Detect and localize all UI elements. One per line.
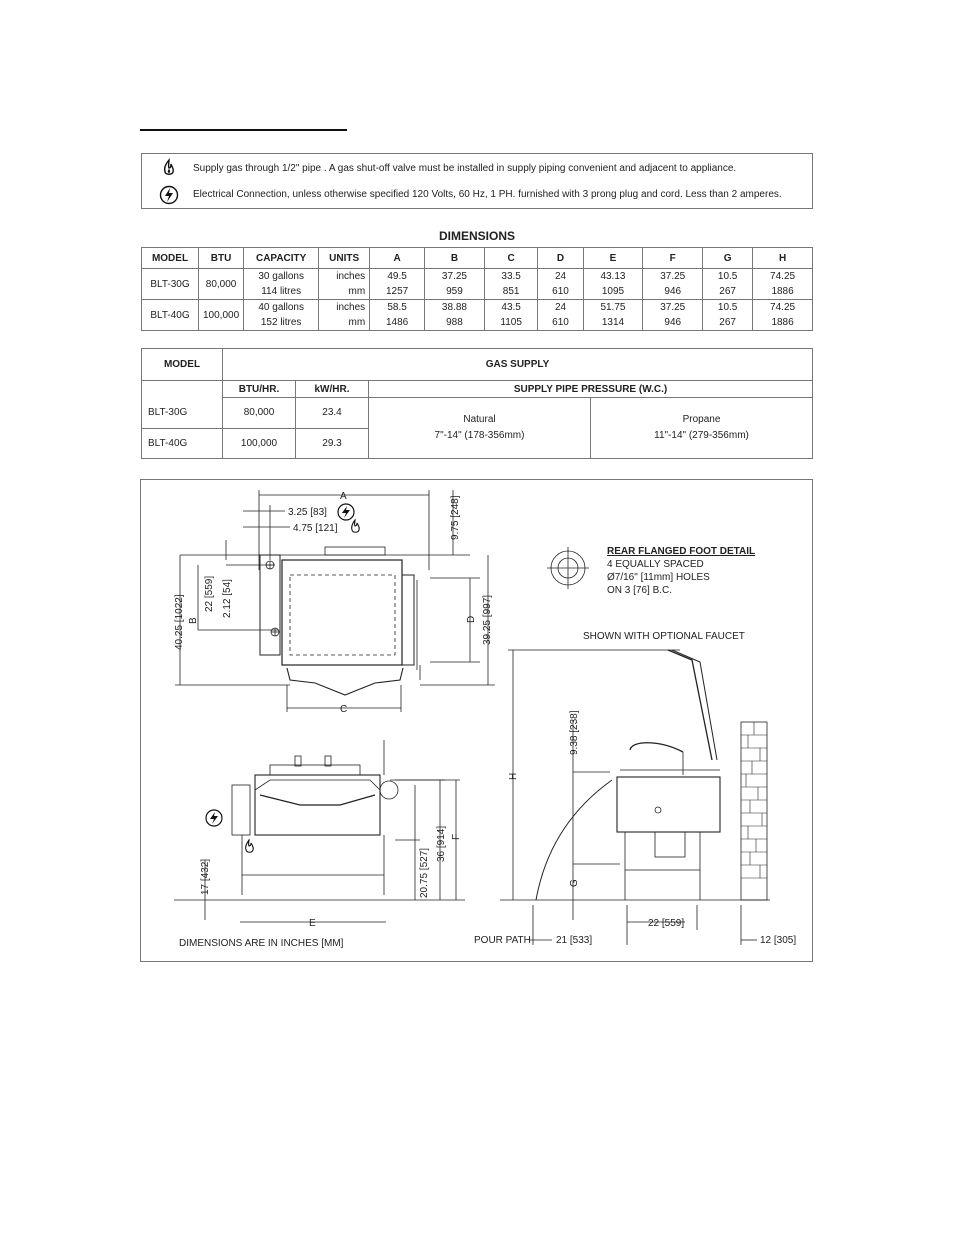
foot-detail-line1: 4 EQUALLY SPACED <box>607 559 704 570</box>
gas-supply-note: Supply gas through 1/2" pipe . A gas shut-off valve must be installed in supply piping convenient and adjacent to appliance. <box>193 163 737 174</box>
dimensions-title: DIMENSIONS <box>438 229 515 243</box>
gas-supply-header: GAS SUPPLY <box>223 349 813 381</box>
dim-label-22: 22 [559] <box>204 575 215 612</box>
dim-label-938: 9.38 [238] <box>569 710 580 755</box>
kw-cell: 29.3 <box>296 428 369 459</box>
col-header: MODEL <box>142 248 199 269</box>
dim-d-cell: 24 610 <box>538 300 583 331</box>
dim-label-c: C <box>340 704 348 715</box>
col-header: F <box>643 248 703 269</box>
dim-label-g: G <box>569 879 580 887</box>
btu-cell: 80,000 <box>223 398 296 429</box>
dim-c-cell: 43.5 1105 <box>484 300 538 331</box>
btu-cell: 100,000 <box>223 428 296 459</box>
dim-a-cell: 58.5 1486 <box>370 300 425 331</box>
dim-label-22b: 22 [559] <box>648 918 685 929</box>
model-header: MODEL <box>142 349 223 381</box>
dim-label-21: 21 [533] <box>556 935 593 946</box>
kw-cell: 23.4 <box>296 398 369 429</box>
capacity-cell: 30 gallons 114 litres <box>244 269 319 300</box>
lightning-icon <box>338 504 354 520</box>
col-header: C <box>484 248 538 269</box>
dim-b-cell: 38.88 988 <box>425 300 485 331</box>
faucet-note: SHOWN WITH OPTIONAL FAUCET <box>583 631 745 642</box>
dim-label-d: D <box>466 615 477 623</box>
flame-icon <box>246 840 254 852</box>
dim-label-b: B <box>188 617 199 624</box>
foot-detail-line2: Ø7/16" [11mm] HOLES <box>607 572 710 583</box>
dim-label-325: 3.25 [83] <box>288 507 327 518</box>
col-header: E <box>583 248 643 269</box>
dim-e-cell: 51.75 1314 <box>583 300 643 331</box>
dim-c-cell: 33.5 851 <box>484 269 538 300</box>
dim-g-cell: 10.5 267 <box>703 269 753 300</box>
dim-f-cell: 37.25 946 <box>643 269 703 300</box>
btu-header: BTU/HR. <box>223 381 296 398</box>
kw-header: kW/HR. <box>296 381 369 398</box>
units-note: DIMENSIONS ARE IN INCHES [MM] <box>179 938 344 949</box>
dim-label-475: 4.75 [121] <box>293 523 338 534</box>
dim-e-cell: 43.13 1095 <box>583 269 643 300</box>
electrical-note: Electrical Connection, unless otherwise specified 120 Volts, 60 Hz, 1 PH. furnished with 3 prong plug and cord. Less than 2 amperes. <box>193 189 782 200</box>
capacity-cell: 40 gallons 152 litres <box>244 300 319 331</box>
foot-detail-line3: ON 3 [76] B.C. <box>607 585 673 596</box>
dim-label-e: E <box>309 918 316 929</box>
dim-label-a: A <box>340 491 347 502</box>
units-cell: inches mm <box>319 269 370 300</box>
foot-detail-title: REAR FLANGED FOOT DETAIL <box>607 546 756 557</box>
model-cell: BLT-40G <box>142 428 223 459</box>
dim-label-f: F <box>451 833 462 840</box>
col-header: UNITS <box>319 248 370 269</box>
dim-label-12: 12 [305] <box>760 935 797 946</box>
flame-icon <box>352 520 360 532</box>
units-cell: inches mm <box>319 300 370 331</box>
col-header: H <box>753 248 813 269</box>
dim-h-cell: 74.25 1886 <box>753 269 813 300</box>
col-header: G <box>703 248 753 269</box>
dim-label-975: 9.75 [248] <box>450 495 461 540</box>
pour-path-label: POUR PATH <box>474 935 531 946</box>
natural-gas-pressure: Natural 7"-14" (178-356mm) <box>369 398 591 458</box>
dim-label-212: 2.12 [54] <box>222 579 233 618</box>
model-cell: BLT-40G <box>142 300 199 331</box>
dim-a-cell: 49.5 1257 <box>370 269 425 300</box>
dim-h-cell: 74.25 1886 <box>753 300 813 331</box>
dim-label-h: H <box>508 772 519 780</box>
col-header: CAPACITY <box>244 248 319 269</box>
col-header: D <box>538 248 583 269</box>
col-header: BTU <box>199 248 244 269</box>
dim-label-4025: 40.25 [1022] <box>174 594 185 650</box>
col-header: B <box>425 248 485 269</box>
dim-b-cell: 37.25 959 <box>425 269 485 300</box>
propane-pressure: Propane 11"-14" (279-356mm) <box>654 414 749 441</box>
btu-cell: 80,000 <box>199 269 244 300</box>
dim-label-17: 17 [432] <box>200 858 211 895</box>
model-cell: BLT-30G <box>142 398 223 429</box>
dim-label-3925: 39.25 [997] <box>482 594 493 645</box>
btu-cell: 100,000 <box>199 300 244 331</box>
lightning-icon <box>206 810 222 826</box>
dim-f-cell: 37.25 946 <box>643 300 703 331</box>
dim-label-36: 36 [914] <box>436 825 447 862</box>
dim-label-2075: 20.75 [527] <box>419 847 430 898</box>
dim-d-cell: 24 610 <box>538 269 583 300</box>
model-cell: BLT-30G <box>142 269 199 300</box>
col-header: A <box>370 248 425 269</box>
pressure-header: SUPPLY PIPE PRESSURE (W.C.) <box>369 381 813 398</box>
dim-g-cell: 10.5 267 <box>703 300 753 331</box>
